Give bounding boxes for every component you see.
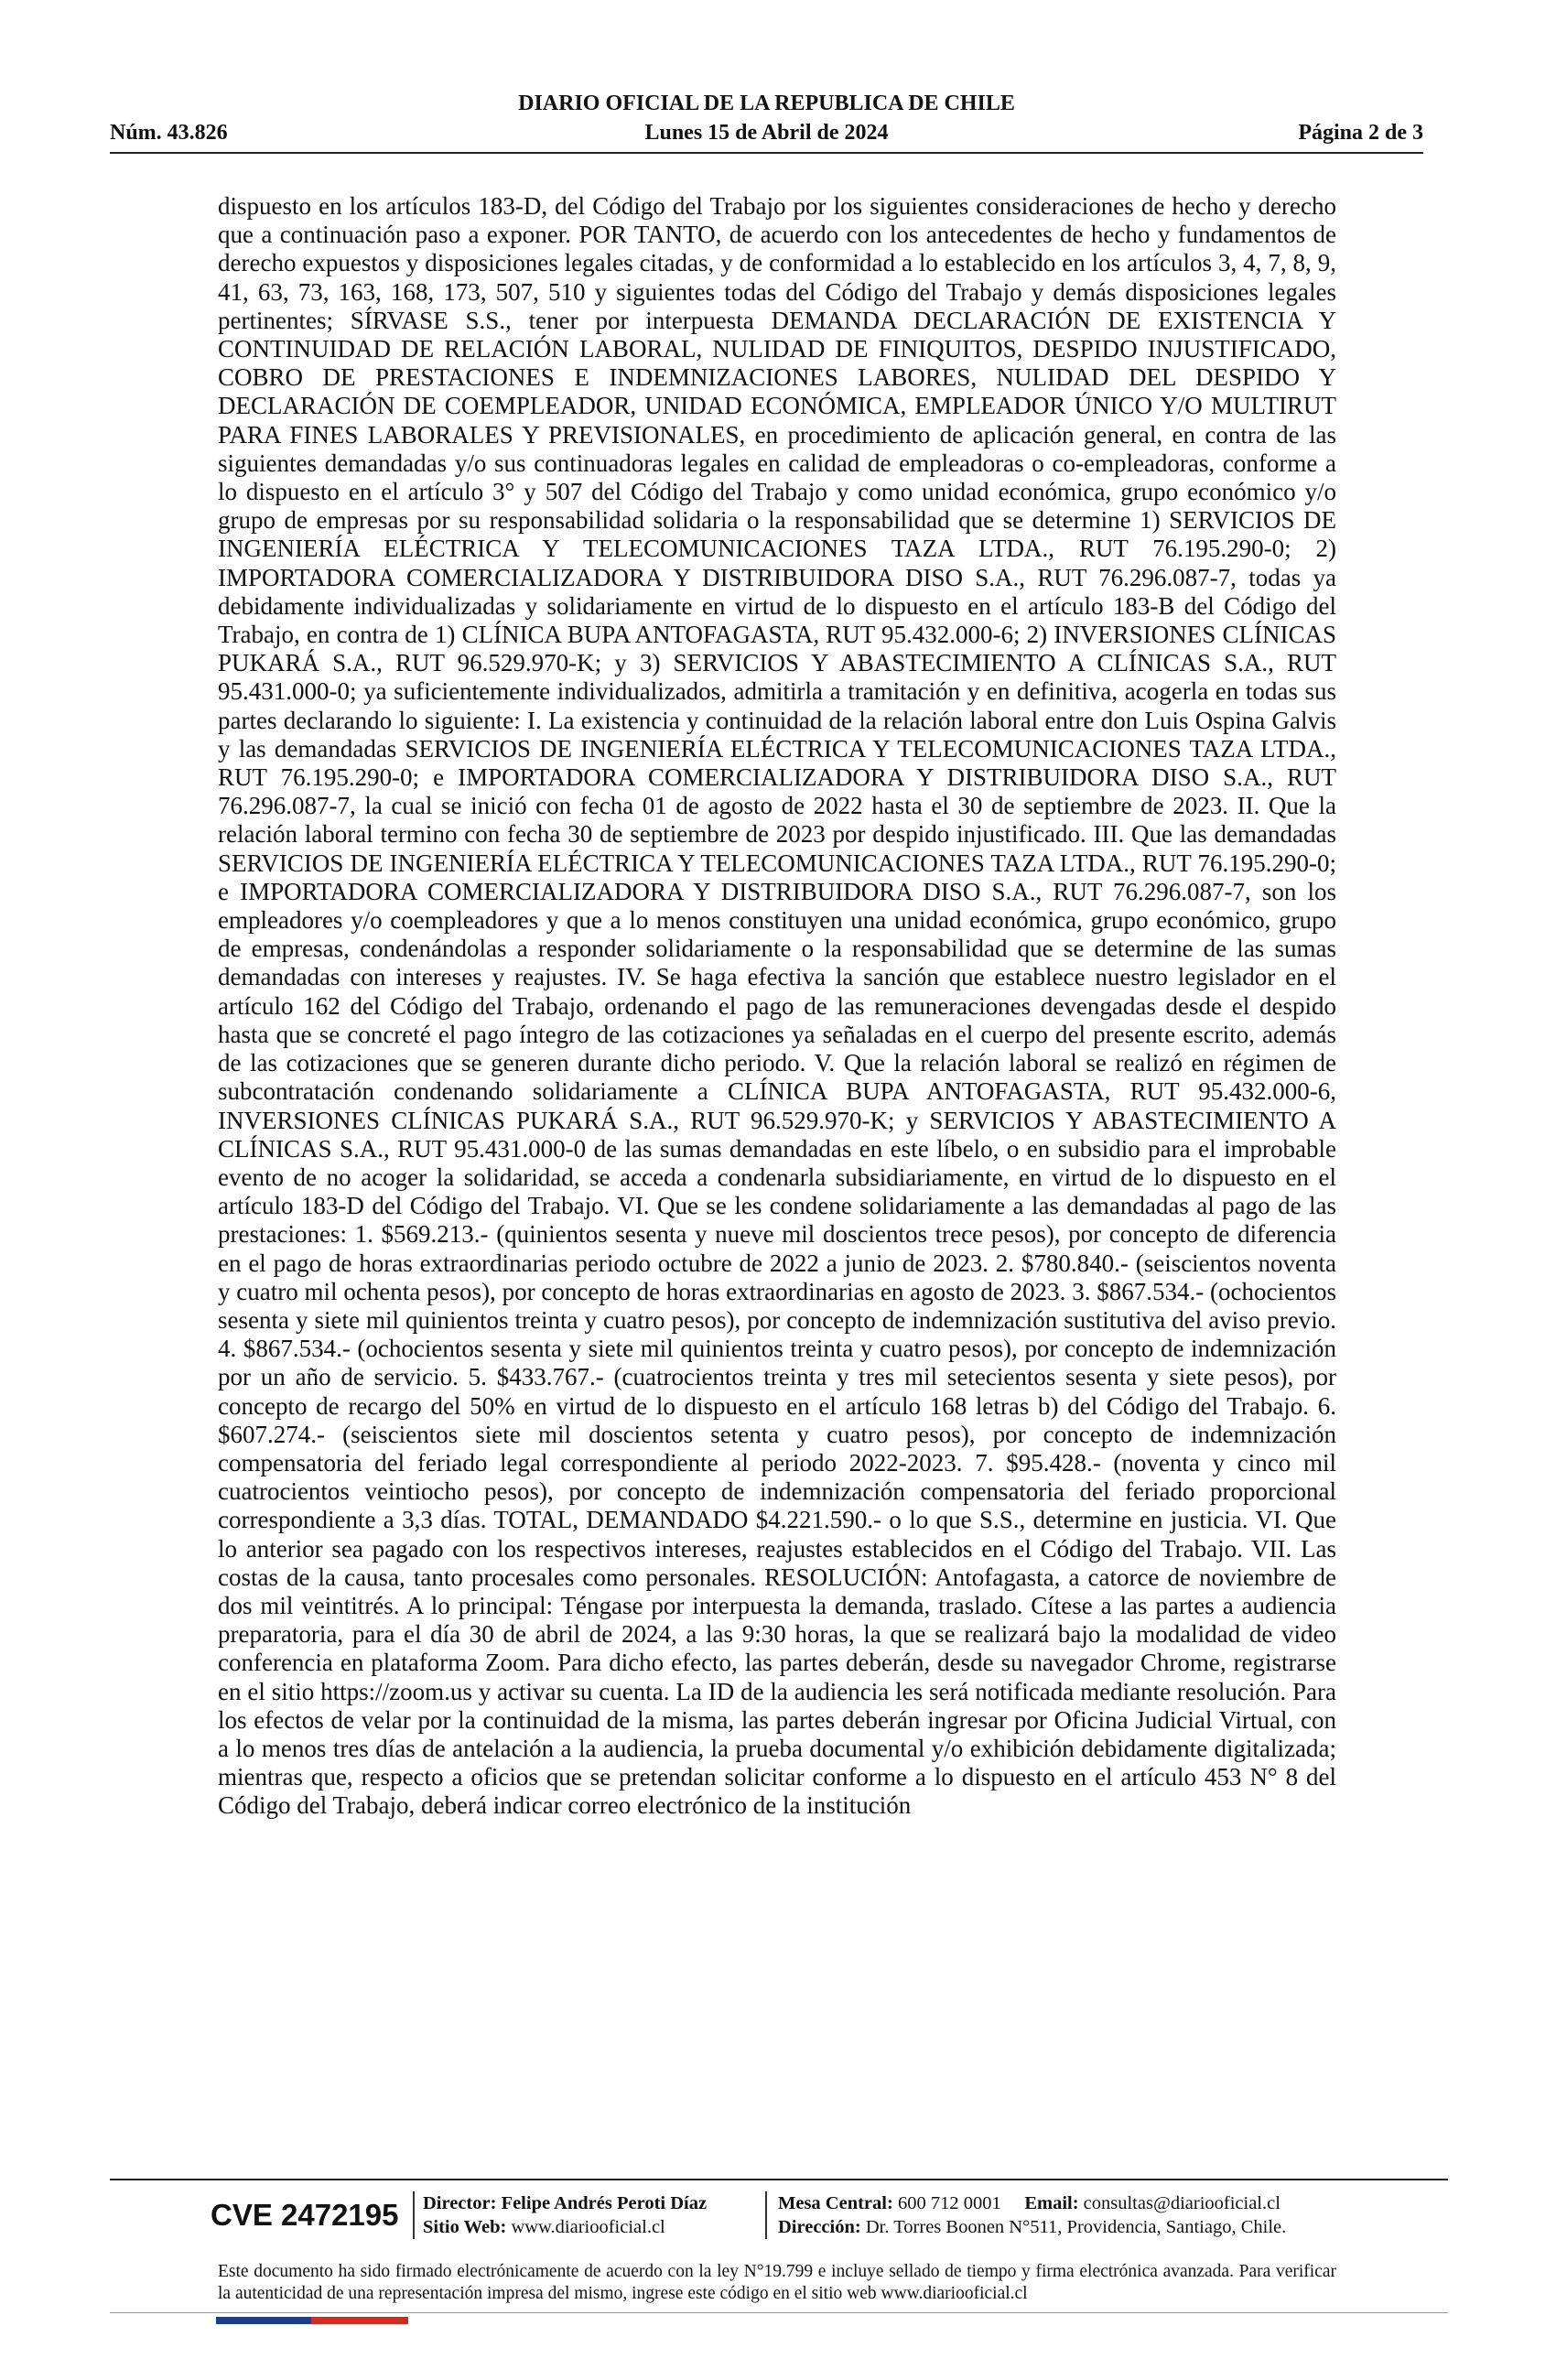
- address-value: Dr. Torres Boonen N°511, Providencia, Santiago, Chile.: [865, 2217, 1287, 2237]
- issue-date: Lunes 15 de Abril de 2024: [644, 121, 889, 145]
- cve-code: CVE 2472195: [211, 2198, 399, 2232]
- page-number: Página 2 de 3: [1298, 121, 1423, 145]
- footer-director-block: [423, 2191, 707, 2239]
- document-body: dispuesto en los artículos 183-D, del Código del Trabajo por los siguientes consideraciones de hecho y derecho que a continuación paso a exponer. POR TANTO, de acuerdo con los antecedentes de hecho y fundamentos de derecho expuestos y disposiciones legales citadas, y de conformidad a lo establecido en los artículos 3, 4, 7, 8, 9, 41, 63, 73, 163, 168, 173, 507, 510 y siguientes todas del Código del Trabajo y demás disposiciones legales pertinentes; SÍRVASE S.S., tener por interpuesta DEMANDA DECLARACIÓN DE EXISTENCIA Y CONTINUIDAD DE RELACIÓN LABORAL, NULIDAD DE FINIQUITOS, DESPIDO INJUSTIFICADO, COBRO DE PRESTACIONES E INDEMNIZACIONES LABORES, NULIDAD DEL DESPIDO Y DECLARACIÓN DE COEMPLEADOR, UNIDAD ECONÓMICA, EMPLEADOR ÚNICO Y/O MULTIRUT PARA FINES LABORALES Y PREVISIONALES, en procedimiento de aplicación general, en contra de las siguientes demandadas y/o sus continuadoras legales en calidad de empleadoras o co-empleadoras, conforme a lo dispuesto en el artículo 3° y 507 del Código del Trabajo y como unidad económica, grupo económico y/o grupo de empresas por su responsabilidad solidaria o la responsabilidad que se determine 1) SERVICIOS DE INGENIERÍA ELÉCTRICA Y TELECOMUNICACIONES TAZA LTDA., RUT 76.195.290-0; 2) IMPORTADORA COMERCIALIZADORA Y DISTRIBUIDORA DISO S.A., RUT 76.296.087-7, todas ya debidamente individualizadas y solidariamente en virtud de lo dispuesto en el artículo 183-B del Código del Trabajo, en contra de 1) CLÍNICA BUPA ANTOFAGASTA, RUT 95.432.000-6; 2) INVERSIONES CLÍNICAS PUKARÁ S.A., RUT 96.529.970-K; y 3) SERVICIOS Y ABASTECIMIENTO A CLÍNICAS S.A., RUT 95.431.000-0; ya suficientemente individualizados, admitirla a tramitación y en definitiva, acogerla en todas sus partes declarando lo siguiente: I. La existencia y continuidad de la relación laboral entre don Luis Ospina Galvis y las demandadas SERVICIOS DE INGENIERÍA ELÉCTRICA Y TELECOMUNICACIONES TAZA LTDA., RUT 76.195.290-0; e IMPORTADORA COMERCIALIZADORA Y DISTRIBUIDORA DISO S.A., RUT 76.296.087-7, la cual se inició con fecha 01 de agosto de 2022 hasta el 30 de septiembre de 2023. II. Que la relación laboral termino con fecha 30 de septiembre de 2023 por despido injustificado. III. Que las demandadas SERVICIOS DE INGENIERÍA ELÉCTRICA Y TELECOMUNICACIONES TAZA LTDA., RUT 76.195.290-0; e IMPORTADORA COMERCIALIZADORA Y DISTRIBUIDORA DISO S.A., RUT 76.296.087-7, son los empleadores y/o coempleadores y que a lo menos constituyen una unidad económica, grupo económico, grupo de empresas, condenándolas a responder solidariamente o la responsabilidad que se determine de las sumas demandadas con intereses y reajustes. IV. Se haga efectiva la sanción que establece nuestro legislador en el artículo 162 del Código del Trabajo, ordenando el pago de las remuneraciones devengadas desde el despido hasta que se concreté el pago íntegro de las cotizaciones ya señaladas en el cuerpo del presente escrito, además de las cotizaciones que se generen durante dicho periodo. V. Que la relación laboral se realizó en régimen de subcontratación condenando solidariamente a CLÍNICA BUPA ANTOFAGASTA, RUT 95.432.000-6, INVERSIONES CLÍNICAS PUKARÁ S.A., RUT 96.529.970-K; y SERVICIOS Y ABASTECIMIENTO A CLÍNICAS S.A., RUT 95.431.000-0 de las sumas demandadas en este líbelo, o en subsidio para el improbable evento de no acoger la solidaridad, se acceda a condenarla subsidiariamente, en virtud de lo dispuesto en el artículo 183-D del Código del Trabajo. VI. Que se les condene solidariamente a las demandadas al pago de las prestaciones: 1. $569.213.- (quinientos sesenta y nueve mil doscientos trece pesos), por concepto de diferencia en el pago de horas extraordinarias periodo octubre de 2022 a junio de 2023. 2. $780.840.- (seiscientos noventa y cuatro mil ochenta pesos), por concepto de horas extraordinarias en agosto de 2023. 3. $867.534.- (ochocientos sesenta y siete mil quinientos treinta y cuatro pesos), por concepto de indemnización sustitutiva del aviso previo. 4. $867.534.- (ochocientos sesenta y siete mil quinientos treinta y cuatro pesos), por concepto de indemnización por un año de servicio. 5. $433.767.- (cuatrocientos treinta y tres mil setecientos sesenta y siete pesos), por concepto de recargo del 50% en virtud de lo dispuesto en el artículo 168 letras b) del Código del Trabajo. 6. $607.274.- (seiscientos siete mil doscientos setenta y cuatro pesos), por concepto de indemnización compensatoria del feriado legal correspondiente al periodo 2022-2023. 7. $95.428.- (noventa y cinco mil cuatrocientos veintiocho pesos), por concepto de indemnización compensatoria del feriado proporcional correspondiente a 3,3 días. TOTAL, DEMANDADO $4.221.590.- o lo que S.S., determine en justicia. VI. Que lo anterior sea pagado con los respectivos intereses, reajustes establecidos en el Código del Trabajo. VII. Las costas de la causa, tanto procesales como personales. RESOLUCIÓN: Antofagasta, a catorce de noviembre de dos mil veintitrés. A lo principal: Téngase por interpuesta la demanda, traslado. Cítese a las partes a audiencia preparatoria, para el día 30 de abril de 2024, a las 9:30 horas, la que se realizará bajo la modalidad de video conferencia en plataforma Zoom. Para dicho efecto, las partes deberán, desde su navegador Chrome, registrarse en el sitio https://zoom.us y activar su cuenta. La ID de la audiencia les será notificada mediante resolución. Para los efectos de velar por la continuidad de la misma, las partes deberán ingresar por Oficina Judicial Virtual, con a lo menos tres días de antelación a la audiencia, la prueba documental y/o exhibición debidamente digitalizada; mientras que, respecto a oficios que se pretendan solicitar conforme a lo dispuesto en el artículo 453 N° 8 del Código del Trabajo, deberá indicar correo electrónico de la institución: [218, 192, 1336, 1820]
- flag-stripe: [216, 2317, 408, 2324]
- signature-notice: Este documento ha sido firmado electrónicamente de acuerdo con la ley N°19.799 e incluye sellado de tiempo y firma electrónica avanzada. Para verificar la autenticidad de una representación impresa del mismo, ingrese este código en el sitio web www.diariooficial.cl: [218, 2262, 1336, 2303]
- header-rule: [110, 152, 1423, 154]
- email-label: Email:: [1024, 2193, 1079, 2213]
- phone-value: 600 712 0001: [897, 2193, 1001, 2213]
- notice-rule: [110, 2312, 1448, 2313]
- publication-title: DIARIO OFICIAL DE LA REPUBLICA DE CHILE: [518, 92, 1015, 115]
- page-header: [110, 92, 1423, 152]
- flag-blue-stripe: [216, 2317, 311, 2324]
- footer-divider: [765, 2191, 767, 2239]
- footer-rule: [110, 2179, 1448, 2180]
- issue-number: Núm. 43.826: [110, 121, 228, 145]
- web-link[interactable]: www.diariooficial.cl: [511, 2217, 665, 2237]
- email-link[interactable]: consultas@diariooficial.cl: [1083, 2193, 1280, 2213]
- web-label: Sitio Web:: [423, 2217, 507, 2237]
- footer-contact-block: [778, 2191, 1286, 2239]
- address-label: Dirección:: [778, 2217, 861, 2237]
- director-name: Felipe Andrés Peroti Díaz: [501, 2193, 708, 2213]
- phone-label: Mesa Central:: [778, 2193, 893, 2213]
- flag-red-stripe: [311, 2317, 408, 2324]
- footer-divider: [413, 2191, 415, 2239]
- director-label: Director:: [423, 2193, 497, 2213]
